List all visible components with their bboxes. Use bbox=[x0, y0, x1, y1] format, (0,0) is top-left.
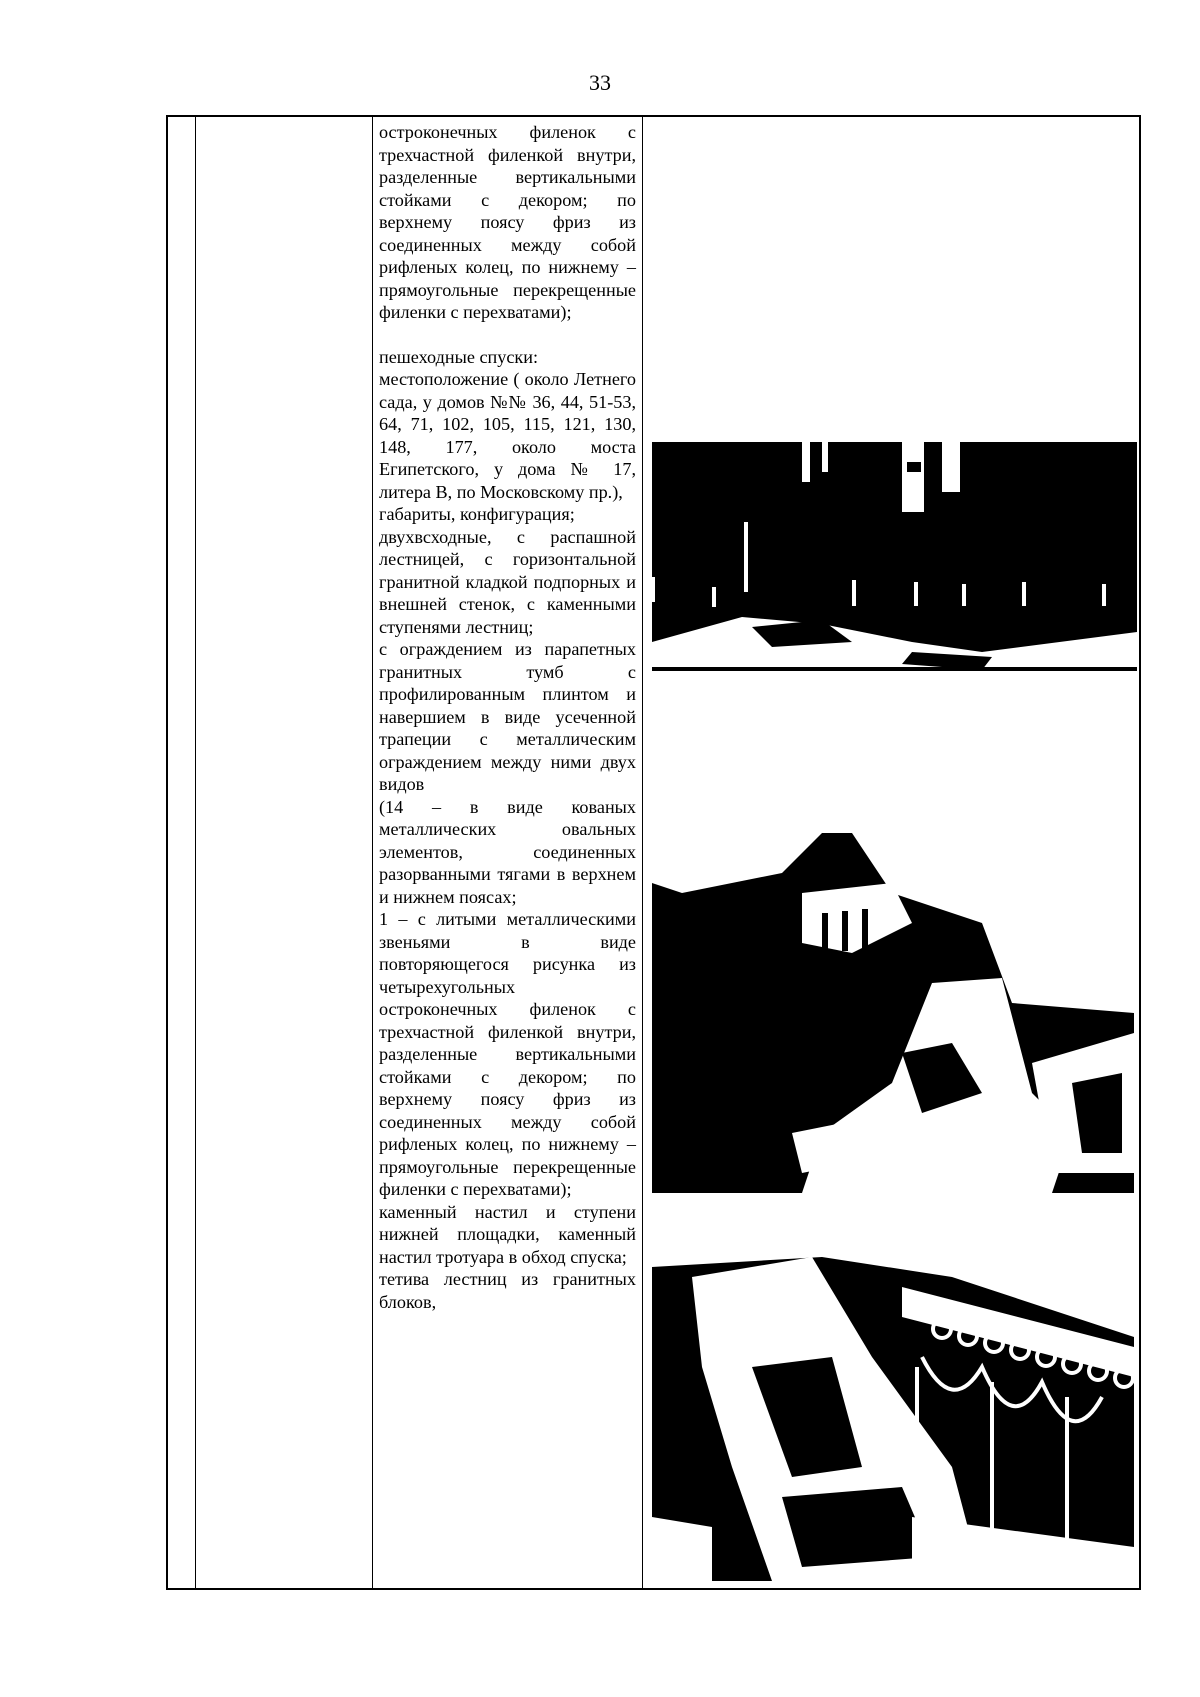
description-paragraph: остроконечных филенок с трехчастной филенкой внутри, разделенные вертикальными стойками с декором; по верхнему поясу фриз из соединенных между собой рифленых колец, по нижнему – прямоугольные перекрещенные филенки с перехватами); bbox=[379, 122, 636, 322]
description-paragraph: 1 – с литыми металлическими звеньями в виде повторяющегося рисунка из четырехугольных остроконечных филенок с трехчастной филенкой внутри, разделенные вертикальными стойками с декором; по верхнему поясу фриз из соединенных между собой рифленых колец, по нижнему – прямоугольные перекрещенные филенки с перехватами); bbox=[379, 909, 636, 1199]
description-paragraph: тетива лестниц из гранитных блоков, bbox=[379, 1269, 636, 1312]
column-divider-2 bbox=[372, 117, 373, 1588]
photo-descent-embankment bbox=[652, 442, 1137, 702]
description-cell bbox=[379, 121, 636, 1313]
column-divider-1 bbox=[195, 117, 196, 1588]
protected-object-table bbox=[166, 115, 1141, 1590]
description-paragraph: с ограждением из парапетных гранитных тумб с профилированным плинтом и навершием в виде усеченной трапеции с металлическим ограждением между ними двух видов bbox=[379, 639, 636, 794]
photo-descent-stairs-image bbox=[652, 833, 1134, 1193]
description-paragraph: габариты, конфигурация; bbox=[379, 504, 575, 524]
photo-descent-railing bbox=[652, 1217, 1134, 1581]
description-paragraph: пешеходные спуски: bbox=[379, 346, 539, 367]
photo-descent-stairs bbox=[652, 833, 1134, 1193]
column-divider-3 bbox=[642, 117, 643, 1588]
description-paragraph: местоположение ( около Летнего сада, у домов №№ 36, 44, 51-53, 64, 71, 102, 105, 115, 121, 130, 148, 177, около моста Египетского, у дома № 17, литера В, по Московскому пр.), bbox=[379, 369, 636, 502]
description-paragraph: каменный настил и ступени нижней площадки, каменный настил тротуара в обход спуска; bbox=[379, 1201, 636, 1267]
paragraph-gap bbox=[379, 324, 636, 346]
description-paragraph: двухвсходные, с распашной лестницей, с горизонтальной гранитной кладкой подпорных и внешней стенок, с каменными ступенями лестниц; bbox=[379, 526, 636, 637]
photo-descent-railing-image bbox=[652, 1217, 1134, 1581]
page-number: 33 bbox=[589, 70, 611, 95]
description-paragraph: (14 – в виде кованых металлических овальных элементов, соединенных разорванными тягами в верхнем и нижнем поясах; bbox=[379, 796, 636, 907]
photo-descent-embankment-image bbox=[652, 442, 1137, 702]
